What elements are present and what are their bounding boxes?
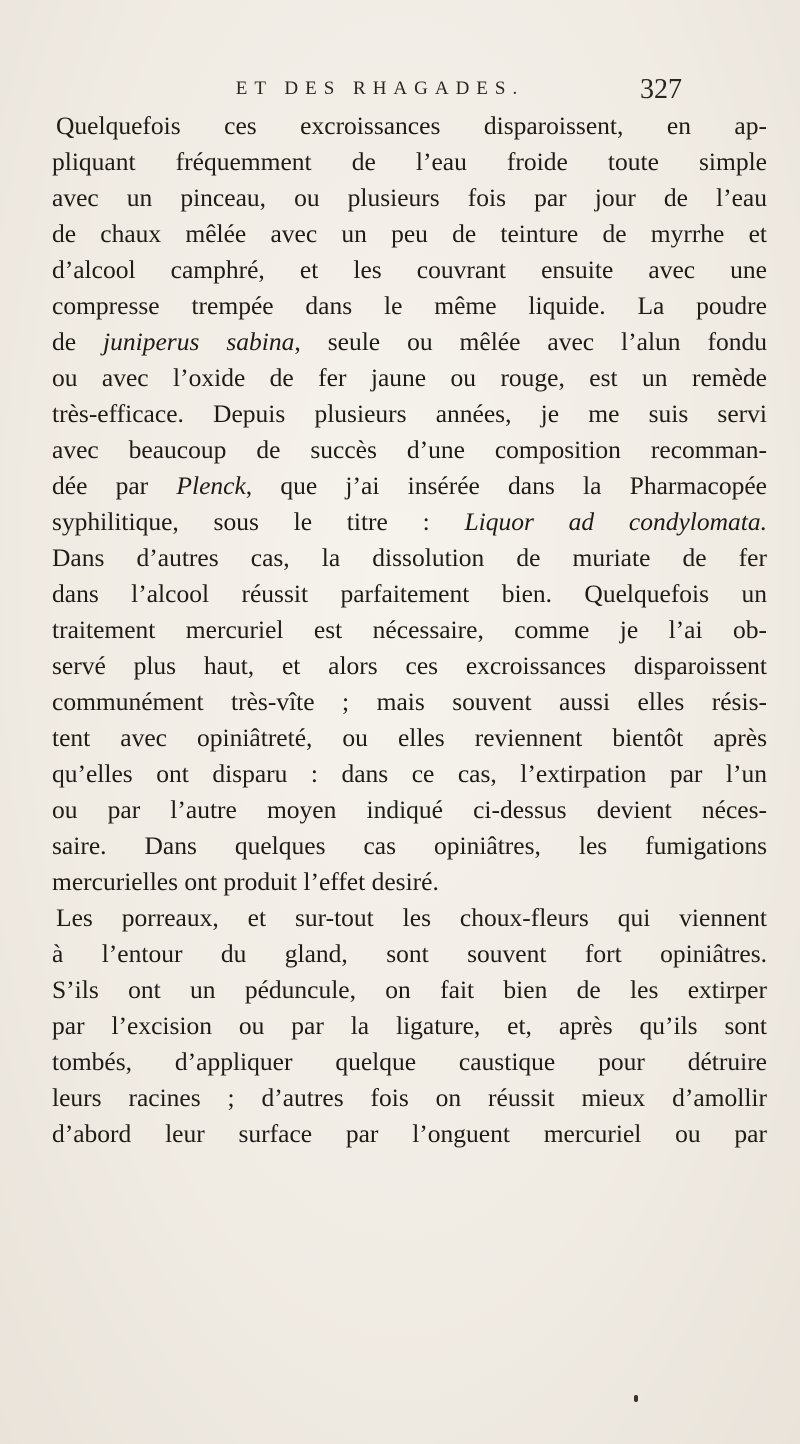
text-segment: de [52, 327, 104, 356]
text-line [52, 540, 767, 576]
text-segment: tombés, d’appliquer quelque caustique pour détruire [52, 1047, 767, 1076]
text-line [52, 684, 767, 720]
text-line [52, 792, 767, 828]
text-segment: mercurielles ont produit l’effet desiré. [52, 867, 439, 896]
text-line [52, 1116, 767, 1152]
text-line [52, 1080, 767, 1116]
running-head: ET DES RHAGADES. [235, 78, 525, 99]
text-segment: ou avec l’oxide de fer jaune ou rouge, est un remède [52, 363, 767, 392]
text-line [52, 144, 767, 180]
text-line [52, 216, 767, 252]
text-segment: saire. Dans quelques cas opiniâtres, les fumigations [52, 831, 767, 860]
ink-speck [634, 1395, 638, 1402]
text-segment: avec beaucoup de succès d’une composition recomman- [52, 435, 767, 464]
text-segment: compresse trempée dans le même liquide. La poudre [52, 291, 767, 320]
text-segment: à l’entour du gland, sont souvent fort opiniâtres. [52, 939, 767, 968]
text-segment: qu’elles ont disparu : dans ce cas, l’extirpation par l’un [52, 759, 767, 788]
text-segment: de chaux mêlée avec un peu de teinture de myrrhe et [52, 219, 767, 248]
text-line [52, 360, 767, 396]
text-segment: Quelquefois ces excroissances disparoissent, en ap- [56, 111, 767, 140]
text-line [52, 720, 767, 756]
text-line [52, 900, 767, 936]
text-segment: communément très-vîte ; mais souvent aussi elles résis- [52, 687, 767, 716]
text-line [52, 1008, 767, 1044]
text-line [52, 576, 767, 612]
text-line [52, 396, 767, 432]
text-segment: servé plus haut, et alors ces excroissances disparoissent [52, 651, 767, 680]
text-segment: dée par [52, 471, 177, 500]
text-segment: par l’excision ou par la ligature, et, après qu’ils sont [52, 1011, 767, 1040]
text-line [52, 828, 767, 864]
text-segment: S’ils ont un péduncule, on fait bien de les extirper [52, 975, 767, 1004]
text-segment: leurs racines ; d’autres fois on réussit mieux d’amollir [52, 1083, 767, 1112]
italic-phrase: Liquor ad condylomata. [464, 507, 767, 536]
text-segment: avec un pinceau, ou plusieurs fois par jour de l’eau [52, 183, 767, 212]
text-line [52, 1044, 767, 1080]
text-line [52, 108, 767, 144]
text-segment: , que j’ai insérée dans la Pharmacopée [245, 471, 767, 500]
text-segment: dans l’alcool réussit parfaitement bien. Quelquefois un [52, 579, 767, 608]
text-line [52, 324, 767, 360]
text-segment: d’abord leur surface par l’onguent mercuriel ou par [52, 1119, 767, 1148]
italic-phrase: juniperus sabina [103, 327, 295, 356]
text-segment: traitement mercuriel est nécessaire, comme je l’ai ob- [52, 615, 767, 644]
text-segment: d’alcool camphré, et les couvrant ensuite avec une [52, 255, 767, 284]
text-segment: pliquant fréquemment de l’eau froide toute simple [52, 147, 767, 176]
text-line [52, 504, 767, 540]
text-segment: très-efficace. Depuis plusieurs années, je me suis servi [52, 399, 767, 428]
text-line [52, 612, 767, 648]
text-segment: tent avec opiniâtreté, ou elles reviennent bientôt après [52, 723, 767, 752]
text-segment: syphilitique, sous le titre : [52, 507, 465, 536]
text-line [52, 180, 767, 216]
page-number: 327 [640, 74, 682, 105]
body-text [52, 108, 767, 1152]
text-segment: Dans d’autres cas, la dissolution de muriate de fer [52, 543, 767, 572]
text-segment: Les porreaux, et sur-tout les choux-fleurs qui viennent [56, 903, 767, 932]
italic-phrase: Plenck [176, 471, 246, 500]
text-segment: ou par l’autre moyen indiqué ci-dessus devient néces- [52, 795, 767, 824]
text-segment: , seule ou mêlée avec l’alun fondu [294, 327, 767, 356]
text-line [52, 252, 767, 288]
text-line [52, 432, 767, 468]
text-line [52, 468, 767, 504]
text-line [52, 648, 767, 684]
text-line [52, 972, 767, 1008]
text-line [52, 288, 767, 324]
text-line [52, 936, 767, 972]
text-line [52, 864, 767, 900]
text-line [52, 756, 767, 792]
